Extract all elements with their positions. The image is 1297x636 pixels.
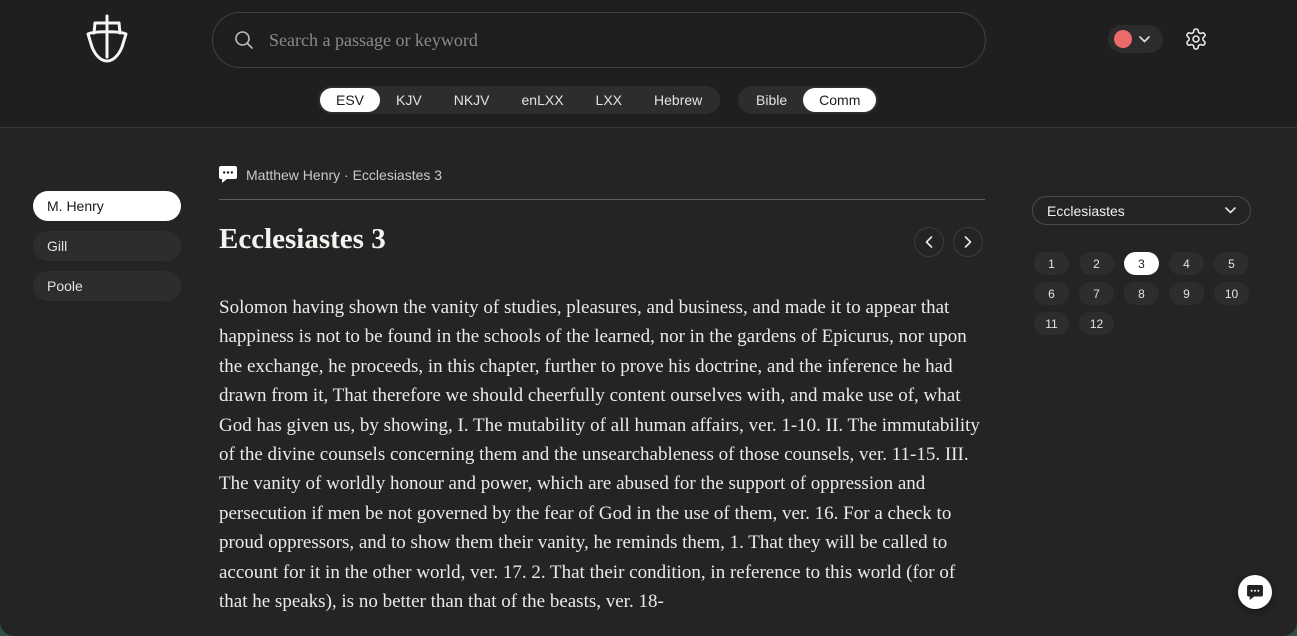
breadcrumb-divider — [219, 199, 985, 200]
chevron-left-icon — [925, 236, 933, 248]
chapter-button-2[interactable]: 2 — [1079, 252, 1114, 275]
commentator-poole[interactable]: Poole — [33, 271, 181, 301]
chapter-button-5[interactable]: 5 — [1214, 252, 1249, 275]
breadcrumb — [219, 166, 442, 183]
tab-translation-lxx[interactable]: LXX — [595, 92, 623, 108]
boat-logo-icon[interactable] — [80, 12, 134, 68]
chapter-button-9[interactable]: 9 — [1169, 282, 1204, 305]
chapter-button-10[interactable]: 10 — [1214, 282, 1249, 305]
chapter-button-8[interactable]: 8 — [1124, 282, 1159, 305]
tab-translation-esv[interactable]: ESV — [320, 88, 380, 112]
tab-mode-bible[interactable]: Bible — [756, 92, 788, 108]
commentator-gill[interactable]: Gill — [33, 231, 181, 261]
chapter-button-11[interactable]: 11 — [1034, 312, 1069, 335]
chapter-grid — [1034, 252, 1253, 335]
comment-bubble-icon — [219, 166, 237, 183]
search-icon — [233, 29, 255, 51]
search-bar[interactable] — [212, 12, 986, 68]
chapter-button-12[interactable]: 12 — [1079, 312, 1114, 335]
header — [0, 0, 1297, 128]
search-input[interactable] — [269, 30, 965, 51]
chapter-button-1[interactable]: 1 — [1034, 252, 1069, 275]
chapter-button-4[interactable]: 4 — [1169, 252, 1204, 275]
chapter-button-3[interactable]: 3 — [1124, 252, 1159, 275]
settings-gear-icon[interactable] — [1184, 27, 1208, 51]
next-chapter-button[interactable] — [953, 227, 983, 257]
chapter-pager — [914, 227, 983, 257]
profile-dropdown[interactable] — [1108, 25, 1163, 53]
translation-tabs — [318, 86, 720, 114]
book-select[interactable] — [1032, 196, 1251, 225]
book-select-value: Ecclesiastes — [1047, 202, 1125, 219]
bible-comm-toggle — [738, 86, 878, 114]
chevron-down-icon — [1139, 36, 1150, 43]
chat-fab-button[interactable] — [1238, 575, 1272, 609]
commentator-m-henry[interactable]: M. Henry — [33, 191, 181, 221]
commentary-pane — [219, 160, 985, 636]
tab-mode-comm[interactable]: Comm — [803, 88, 876, 112]
chevron-right-icon — [964, 236, 972, 248]
commentator-list — [33, 191, 181, 311]
breadcrumb-label: Matthew Henry · Ecclesiastes 3 — [246, 166, 443, 183]
chevron-down-icon — [1225, 207, 1236, 214]
chat-bubble-icon — [1247, 585, 1263, 600]
chapter-navigator — [1032, 196, 1251, 331]
tab-translation-nkjv[interactable]: NKJV — [453, 92, 490, 108]
tab-translation-kjv[interactable]: KJV — [396, 92, 422, 108]
profile-status-dot — [1114, 30, 1132, 48]
page-title: Ecclesiastes 3 — [219, 223, 386, 255]
chapter-button-6[interactable]: 6 — [1034, 282, 1069, 305]
commentary-body: Solomon having shown the vanity of studies, pleasures, and business, and made it to appear that happiness is not to be found in the schools of the learned, nor in the gardens of Epicurus, nor upon the exchange, he proceeds, in this chapter, further to prove his doctrine, and the inference he had drawn from it, That therefore we should cheerfully content ourselves with, and make use of, what God has given us, by showing, I. The mutability of all human affairs, ver. 1-10. II. The immutability of the divine counsels concerning them and the unsearchableness of those counsels, ver. 11-15. III. The vanity of worldly honour and power, which are abused for the support of oppression and persecution if men be not governed by the fear of God in the use of them, ver. 16. For a check to proud oppressors, and to show them their vanity, he reminds them, 1. That they will be called to account for it in the other world, ver. 17. 2. That their condition, in reference to this world (for of that he speaks), is no better than that of the beasts, ver. 18- — [219, 297, 980, 613]
tab-translation-hebrew[interactable]: Hebrew — [654, 92, 703, 108]
tab-translation-enlxx[interactable]: enLXX — [521, 92, 564, 108]
previous-chapter-button[interactable] — [914, 227, 944, 257]
chapter-button-7[interactable]: 7 — [1079, 282, 1114, 305]
